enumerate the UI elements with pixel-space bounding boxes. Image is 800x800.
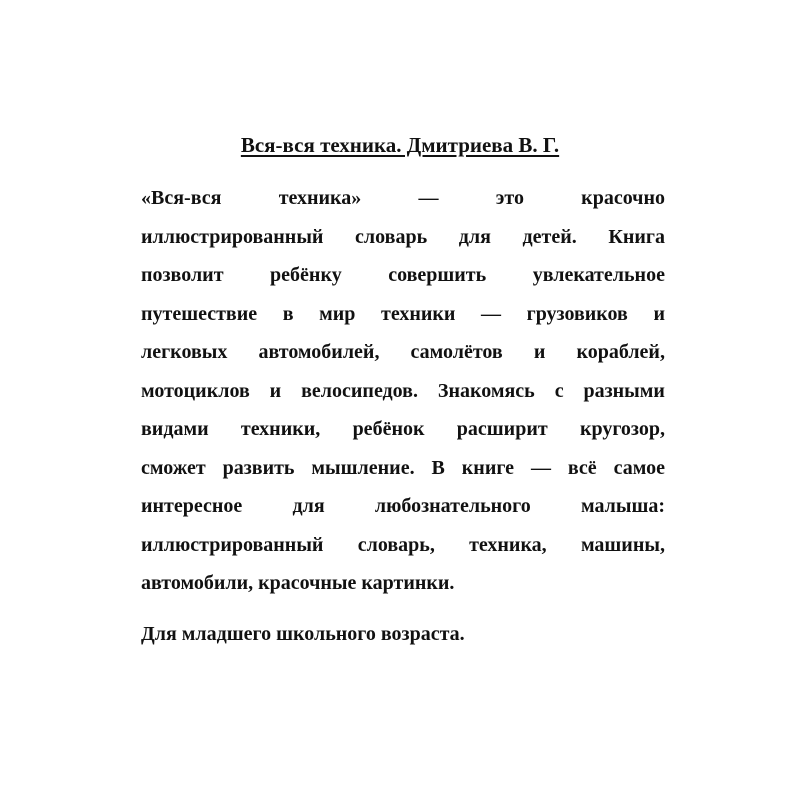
description-word: увлекательное bbox=[532, 264, 665, 286]
description-word: мотоциклов bbox=[141, 379, 250, 402]
description-line bbox=[141, 224, 665, 263]
description-word: расширит bbox=[456, 418, 548, 440]
description-word: легковых bbox=[141, 341, 228, 363]
description-word: В bbox=[431, 456, 445, 479]
description-line bbox=[141, 301, 665, 340]
description-word: разными bbox=[583, 379, 665, 402]
description-word: техники bbox=[381, 302, 456, 325]
book-title bbox=[0, 132, 800, 158]
description-word: книге bbox=[461, 456, 515, 479]
description-word: техники, bbox=[240, 418, 321, 440]
description-line bbox=[141, 493, 665, 532]
description-word: и bbox=[533, 341, 546, 363]
description-word: любознательного bbox=[374, 495, 531, 517]
description-word: автомобилей, bbox=[258, 341, 380, 363]
description-word: это bbox=[495, 187, 524, 209]
description-word: в bbox=[282, 302, 294, 325]
description-word: для bbox=[292, 495, 325, 517]
age-recommendation: Для младшего школьного возраста. bbox=[141, 623, 465, 645]
description-line bbox=[141, 262, 665, 301]
description-word: и bbox=[269, 379, 282, 402]
book-title-text: Вся-вся техника. Дмитриева В. Г. bbox=[240, 133, 560, 157]
description-line bbox=[141, 455, 665, 494]
description-word: ребёнку bbox=[270, 264, 342, 286]
description-word: «Вся-вся bbox=[141, 187, 222, 209]
description-word: мир bbox=[319, 302, 356, 325]
description-word: — bbox=[481, 302, 502, 325]
description-word: — bbox=[418, 187, 439, 209]
description-word: мышление. bbox=[311, 456, 415, 479]
description-word: — bbox=[530, 456, 551, 479]
description-line: автомобили, красочные картинки. bbox=[141, 572, 455, 594]
description-word: грузовиков bbox=[526, 302, 628, 325]
description-word: развить bbox=[222, 456, 295, 479]
description-word: видами bbox=[141, 418, 209, 440]
description-word: кругозор, bbox=[579, 418, 665, 440]
description-line bbox=[141, 378, 665, 417]
description-word: малыша: bbox=[580, 495, 665, 517]
description-word: позволит bbox=[141, 264, 224, 286]
description-line bbox=[141, 416, 665, 455]
description-word: детей. bbox=[522, 225, 577, 248]
description-line bbox=[141, 339, 665, 378]
description-word: Книга bbox=[608, 225, 665, 248]
description-word: Знакомясь bbox=[437, 379, 535, 402]
description-word: машины, bbox=[580, 533, 665, 556]
description-word: словарь bbox=[355, 225, 428, 248]
description-word: словарь, bbox=[357, 533, 435, 556]
description-line bbox=[141, 185, 665, 224]
description-word: сможет bbox=[141, 456, 206, 479]
description-word: техника» bbox=[278, 187, 362, 209]
description-word: всё bbox=[567, 456, 597, 479]
book-description bbox=[141, 185, 665, 609]
description-word: иллюстрированный bbox=[141, 225, 324, 248]
description-word: путешествие bbox=[141, 302, 258, 325]
description-word: кораблей, bbox=[576, 341, 665, 363]
description-word: самое bbox=[613, 456, 665, 479]
description-word: техника, bbox=[469, 533, 547, 556]
description-line bbox=[141, 532, 665, 571]
description-word: для bbox=[458, 225, 491, 248]
description-word: интересное bbox=[141, 495, 243, 517]
description-word: и bbox=[653, 302, 665, 325]
description-word: самолётов bbox=[410, 341, 503, 363]
description-word: с bbox=[554, 379, 564, 402]
description-word: красочно bbox=[581, 187, 665, 209]
description-word: велосипедов. bbox=[301, 379, 418, 402]
description-word: иллюстрированный bbox=[141, 533, 324, 556]
description-word: ребёнок bbox=[352, 418, 425, 440]
description-word: совершить bbox=[388, 264, 487, 286]
